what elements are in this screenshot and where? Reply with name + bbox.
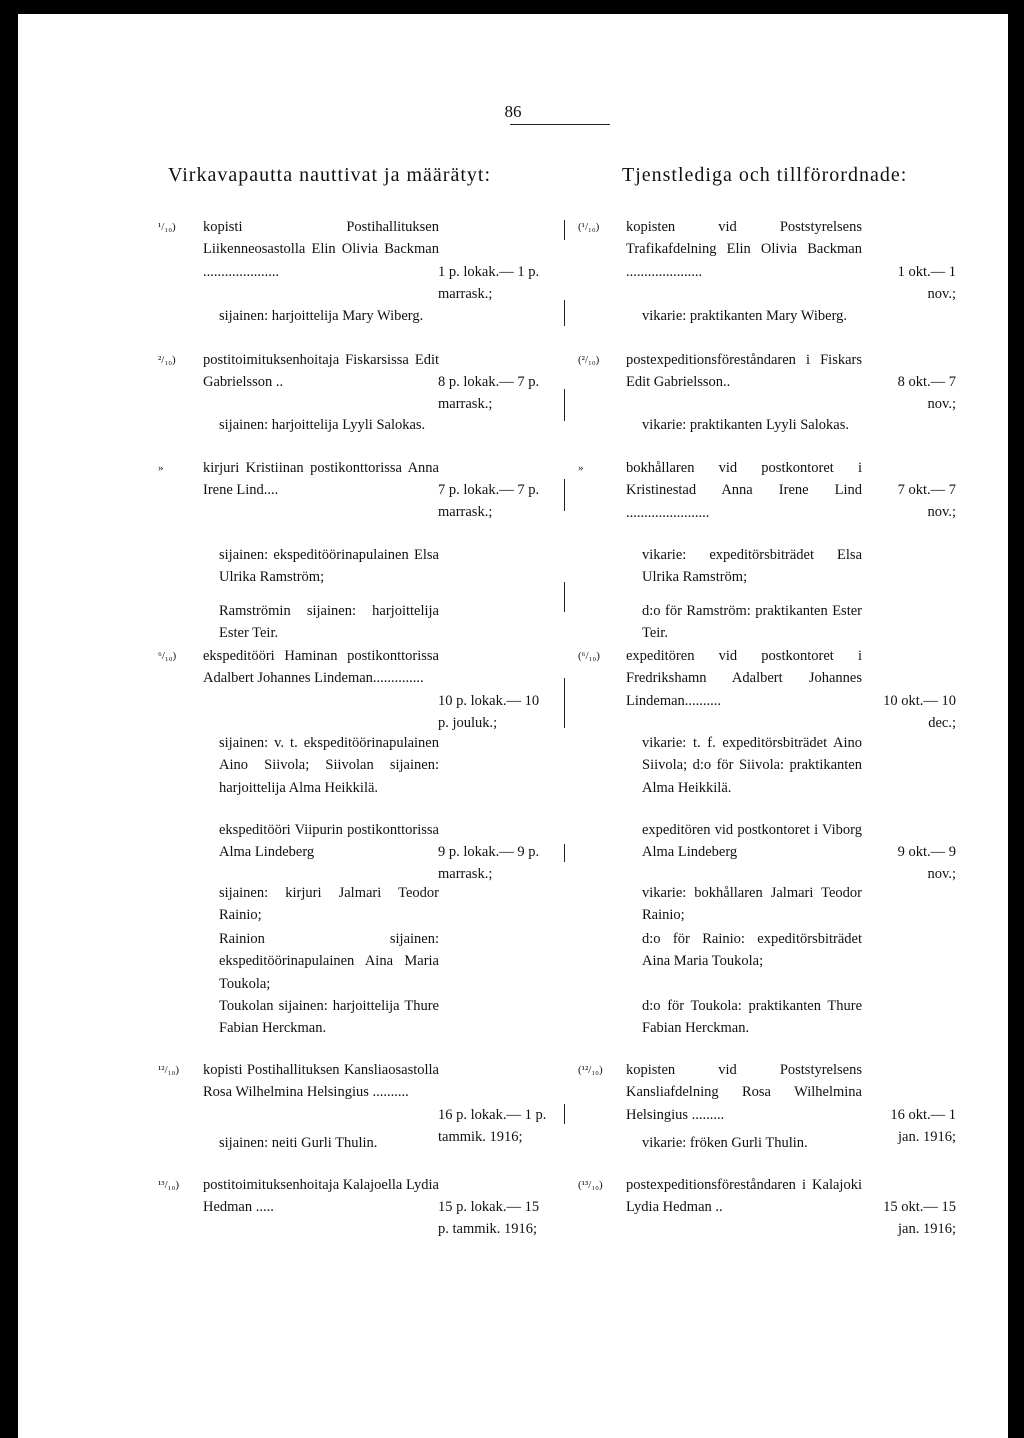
column-divider bbox=[564, 844, 565, 862]
sv-entry-text: expeditören vid postkontoret i Fredrikshamn Adalbert Johannes Lindeman.......... bbox=[626, 648, 862, 709]
fi-substitute-text: Ramströmin sijainen: harjoittelija Ester Teir. bbox=[219, 603, 439, 642]
sv-entry-text: bokhållaren vid postkontoret i Kristinestad Anna Irene Lind ....................... bbox=[626, 460, 862, 521]
sv-substitute-text: d:o för Rainio: expeditörsbiträdet Aina Maria Toukola; bbox=[642, 931, 862, 970]
fi-entry-period: 10 p. lokak.— 10 p. jouluk.; bbox=[438, 693, 540, 732]
sv-substitute-text: vikarie: expeditörsbiträdet Elsa Ulrika Ramström; bbox=[642, 547, 862, 586]
sv-entry-date: (¹²/₁₀) bbox=[578, 1064, 603, 1076]
column-divider bbox=[564, 300, 565, 326]
column-divider bbox=[564, 479, 565, 511]
fi-substitute-text: sijainen: harjoittelija Lyyli Salokas. bbox=[219, 417, 426, 433]
sv-entry-text: kopisten vid Poststyrelsens Trafikafdelning Elin Olivia Backman ..................... bbox=[626, 219, 862, 280]
sv-entry-period: 8 okt.— 7 nov.; bbox=[897, 374, 956, 413]
document-page bbox=[18, 14, 1008, 1438]
fi-entry-text: postitoimituksenhoitaja Kalajoella Lydia Hedman ..... bbox=[203, 1177, 439, 1216]
fi-substitute-text: Toukolan sijainen: harjoittelija Thure Fabian Herckman. bbox=[219, 998, 439, 1037]
fi-entry-text: kirjuri Kristiinan postikonttorissa Anna Irene Lind.... bbox=[203, 460, 439, 499]
fi-entry-period: 16 p. lokak.— 1 p. tammik. 1916; bbox=[438, 1107, 547, 1146]
fi-entry-date: ¹/₁₀) bbox=[158, 221, 176, 233]
sv-entry-period: 1 okt.— 1 nov.; bbox=[897, 264, 956, 303]
column-divider bbox=[564, 1104, 565, 1124]
page-number: 86 bbox=[504, 102, 522, 121]
sv-substitute-text: vikarie: praktikanten Mary Wiberg. bbox=[642, 308, 848, 324]
column-divider bbox=[564, 678, 565, 728]
fi-entry-text: ekspeditööri Viipurin postikonttorissa Alma Lindeberg bbox=[219, 822, 439, 861]
fi-entry-date: ¹³/₁₀) bbox=[158, 1179, 179, 1191]
page-number-rule bbox=[510, 124, 610, 125]
fi-entry-date: » bbox=[158, 462, 164, 474]
sv-substitute-text: vikarie: t. f. expeditörsbiträdet Aino Siivola; d:o för Siivola: praktikanten Alma Heikkilä. bbox=[642, 735, 862, 796]
column-divider bbox=[564, 220, 565, 240]
sv-substitute-text: vikarie: fröken Gurli Thulin. bbox=[642, 1135, 808, 1151]
sv-substitute-text: vikarie: bokhållaren Jalmari Teodor Rainio; bbox=[642, 885, 862, 924]
fi-substitute-text: sijainen: ekspeditöörinapulainen Elsa Ulrika Ramström; bbox=[219, 547, 439, 586]
sv-entry-date: (²/₁₀) bbox=[578, 354, 600, 366]
fi-entry-period: 15 p. lokak.— 15 p. tammik. 1916; bbox=[438, 1199, 540, 1238]
sv-entry-period: 7 okt.— 7 nov.; bbox=[897, 482, 956, 521]
column-divider bbox=[564, 582, 565, 612]
sv-entry-date: (¹/₁₀) bbox=[578, 221, 600, 233]
fi-entry-date: ¹²/₁₀) bbox=[158, 1064, 179, 1076]
sv-substitute-text: d:o för Ramström: praktikanten Ester Teir. bbox=[642, 603, 862, 642]
sv-entry-date: » bbox=[578, 462, 584, 474]
fi-substitute-text: Rainion sijainen: ekspeditöörinapulainen Aina Maria Toukola; bbox=[219, 931, 439, 992]
sv-entry-text: postexpeditionsföreståndaren i Kalajoki Lydia Hedman .. bbox=[626, 1177, 862, 1216]
sv-entry-period: 15 okt.— 15 jan. 1916; bbox=[883, 1199, 956, 1238]
sv-substitute-text: vikarie: praktikanten Lyyli Salokas. bbox=[642, 417, 849, 433]
fi-entry-period: 1 p. lokak.— 1 p. marrask.; bbox=[438, 264, 540, 303]
fi-substitute-text: sijainen: neiti Gurli Thulin. bbox=[219, 1135, 378, 1151]
fi-substitute-text: sijainen: kirjuri Jalmari Teodor Rainio; bbox=[219, 885, 439, 924]
column-divider bbox=[564, 389, 565, 421]
sv-entry-date: (¹³/₁₀) bbox=[578, 1179, 603, 1191]
sv-entry-text: expeditören vid postkontoret i Viborg Alma Lindeberg bbox=[642, 822, 862, 861]
fi-entry-period: 8 p. lokak.— 7 p. marrask.; bbox=[438, 374, 540, 413]
fi-entry-text: postitoimituksenhoitaja Fiskarsissa Edit Gabrielsson .. bbox=[203, 352, 439, 391]
finnish-header: Virkavapautta nauttivat ja määrätyt: bbox=[168, 164, 492, 186]
sv-entry-text: postexpeditionsföreståndaren i Fiskars Edit Gabrielsson.. bbox=[626, 352, 862, 391]
sv-entry-text: kopisten vid Poststyrelsens Kansliafdelning Rosa Wilhelmina Helsingius ......... bbox=[626, 1062, 862, 1123]
fi-entry-date: ⁶/₁₀) bbox=[158, 650, 177, 662]
sv-entry-period: 9 okt.— 9 nov.; bbox=[897, 844, 956, 883]
sv-entry-date: (⁶/₁₀) bbox=[578, 650, 600, 662]
fi-entry-period: 9 p. lokak.— 9 p. marrask.; bbox=[438, 844, 540, 883]
fi-entry-text: ekspeditööri Haminan postikonttorissa Adalbert Johannes Lindeman.............. bbox=[203, 648, 439, 687]
fi-entry-date: ²/₁₀) bbox=[158, 354, 176, 366]
fi-entry-text: kopisti Postihallituksen Liikenneosastolla Elin Olivia Backman ..................... bbox=[203, 219, 439, 280]
sv-substitute-text: d:o för Toukola: praktikanten Thure Fabian Herckman. bbox=[642, 998, 862, 1037]
sv-entry-period: 10 okt.— 10 dec.; bbox=[883, 693, 956, 732]
fi-substitute-text: sijainen: v. t. ekspeditöörinapulainen Aino Siivola; Siivolan sijainen: harjoittelija Alma Heikkilä. bbox=[219, 735, 439, 796]
fi-entry-text: kopisti Postihallituksen Kansliaosastolla Rosa Wilhelmina Helsingius .......... bbox=[203, 1062, 439, 1101]
fi-entry-period: 7 p. lokak.— 7 p. marrask.; bbox=[438, 482, 540, 521]
fi-substitute-text: sijainen: harjoittelija Mary Wiberg. bbox=[219, 308, 424, 324]
swedish-header: Tjenstlediga och tillförordnade: bbox=[622, 164, 908, 186]
sv-entry-period: 16 okt.— 1 jan. 1916; bbox=[890, 1107, 956, 1146]
